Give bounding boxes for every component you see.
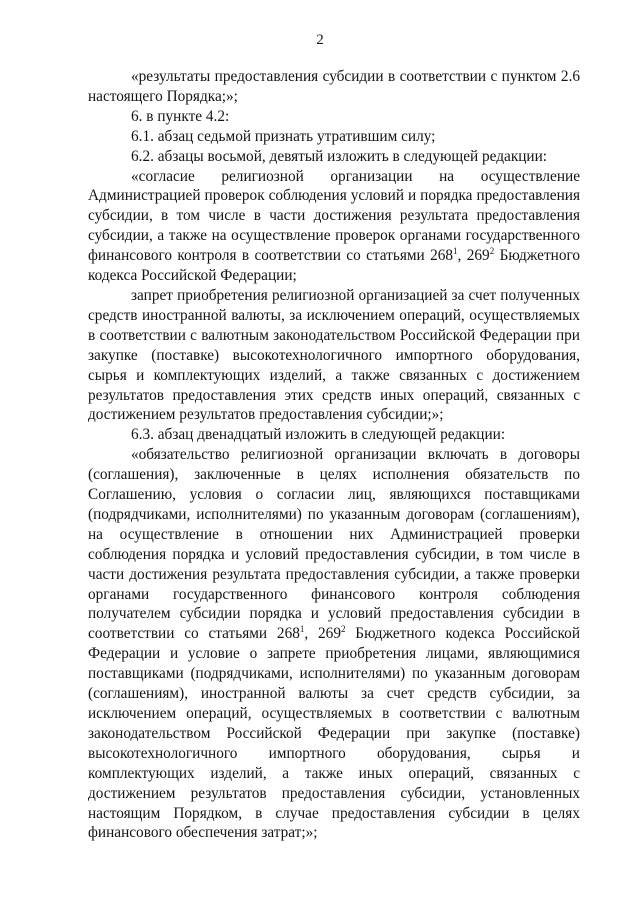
superscript: 1 <box>453 246 458 257</box>
paragraph-item-6-2 <box>88 147 580 167</box>
paragraph-text: , 269 <box>457 247 490 265</box>
paragraph-text: Бюджетного кодекса Российской Федерации и условие о запрете приобретения лицами, являющимися поставщиками (подрядчиками, исполнителями) по указанным договорам (соглашениям), иностранной валюты за счет средств субсидии, за исключением операций, осуществляемых в соответствии с валютным законодательством Российской Федерации при закупке (поставке) высокотехнологичного импортного оборудования, сырья и комплектующих изделий, а также иных операций, связанных с достижением результатов предоставления субсидии, установленных настоящим Порядком, в случае предоставления субсидии в целях финансового обеспечения затрат;»; <box>88 625 581 842</box>
paragraph-text: Бюджетного кодекса Российской Федерации; <box>88 247 581 285</box>
page-number: 2 <box>316 32 324 48</box>
superscript: 1 <box>299 624 305 635</box>
paragraph-item-6-3 <box>88 425 580 445</box>
paragraph-results-quote <box>88 67 580 107</box>
paragraph-text: «обязательство религиозной организации включать в договоры (соглашения), заключенные в целях исполнения обязательств по Соглашению, условия о согласии лиц, являющихся поставщиками (подрядчиками, исполнителями) по указанным договорам (соглашениям), на осуществление в отношении них Администрацией проверки соблюдения порядка и условий предоставления субсидии, в том числе в части достижения результата предоставления субсидии, а также проверки органами государственного финансового контроля соблюдения получателем субсидии порядка и условий предоставления субсидии в соответствии со статьями 268 <box>88 446 580 643</box>
paragraph-currency-ban <box>88 286 580 425</box>
paragraph-text: 6.3. абзац двенадцатый изложить в следующей редакции: <box>131 426 506 444</box>
paragraph-obligation <box>88 445 580 843</box>
paragraph-text: 6.2. абзацы восьмой, девятый изложить в следующей редакции: <box>131 147 548 165</box>
paragraph-consent <box>88 167 580 286</box>
document-body <box>88 67 580 843</box>
superscript: 2 <box>489 246 495 257</box>
paragraph-text: «результаты предоставления субсидии в соответствии с пунктом 2.6 настоящего Порядка;»; <box>88 68 580 105</box>
paragraph-item-6-1 <box>88 127 580 147</box>
paragraph-text: «согласие религиозной организации на осуществление Администрацией проверок соблюдения условий и порядка предоставления субсидии, в том числе в части достижения результата предоставления субсидии, а также на осуществление проверок органами государственного финансового контроля в соответствии со статьями 268 <box>88 167 580 265</box>
paragraph-text: 6. в пункте 4.2: <box>131 107 230 125</box>
paragraph-text: запрет приобретения религиозной организацией за счет полученных средств иностранной валюты, за исключением операций, осуществляемых в соответствии с валютным законодательством Российской Федерации при закупке (поставке) высокотехнологичного импортного оборудования, сырья и комплектующих изделий, а также связанных с достижением результатов предоставления этих средств иных операций, связанных с достижением результатов предоставления субсидии;»; <box>88 286 580 424</box>
superscript: 2 <box>340 624 346 635</box>
paragraph-item-6 <box>88 107 580 127</box>
paragraph-text: 6.1. абзац седьмой признать утратившим силу; <box>131 127 436 145</box>
paragraph-text: , 269 <box>304 625 341 643</box>
